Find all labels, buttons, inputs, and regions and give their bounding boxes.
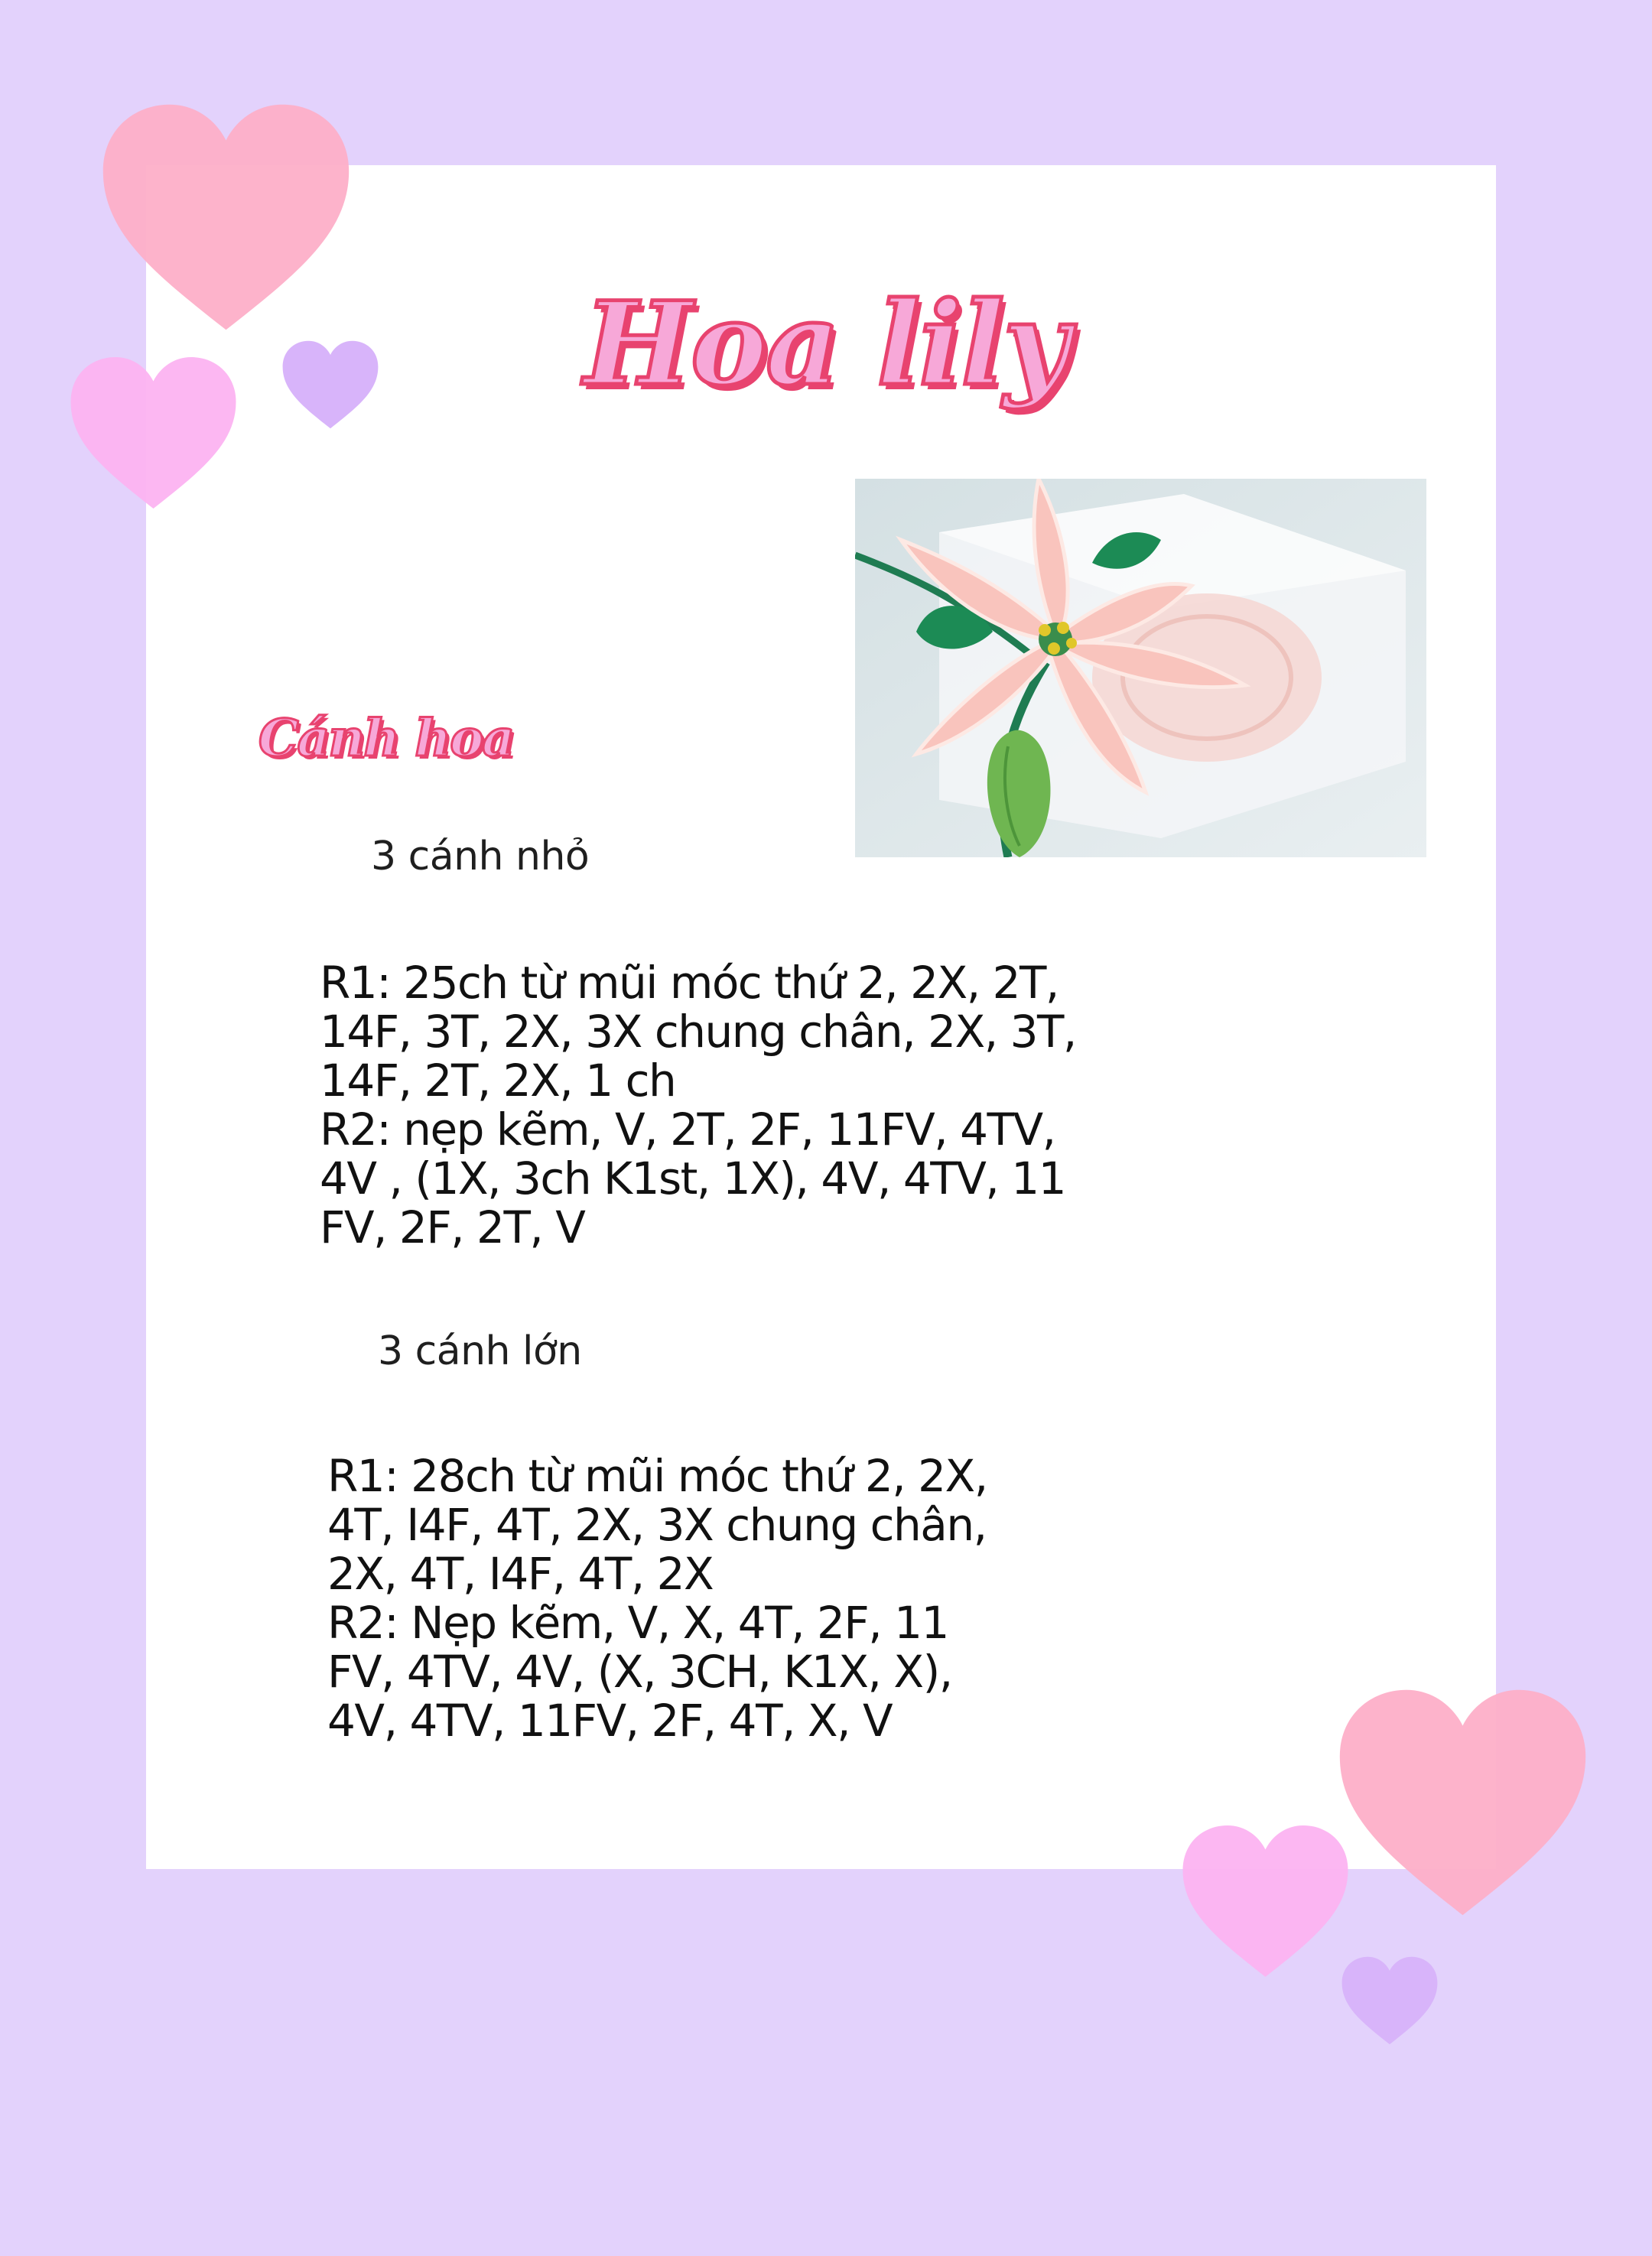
instruction-line: 14F, 2T, 2X, 1 ch xyxy=(320,1055,676,1107)
heart-icon xyxy=(1335,1685,1591,1920)
instruction-line: 14F, 3T, 2X, 3X chung chân, 2X, 3T, xyxy=(320,1006,1076,1058)
crocheted-pink-lily-image xyxy=(855,479,1426,857)
instruction-line: 4V, 4TV, 11FV, 2F, 4T, X, V xyxy=(327,1695,893,1747)
instruction-line: R2: Nẹp kẽm, V, X, 4T, 2F, 11 xyxy=(327,1597,948,1649)
heart-icon xyxy=(1179,1822,1351,1981)
instruction-line: 4T, I4F, 4T, 2X, 3X chung chân, xyxy=(327,1499,987,1551)
instruction-line: FV, 4TV, 4V, (X, 3CH, K1X, X), xyxy=(327,1646,952,1698)
small-petals-instructions xyxy=(320,958,1076,1252)
instruction-line: R2: nẹp kẽm, V, 2T, 2F, 11FV, 4TV, xyxy=(320,1104,1055,1156)
instruction-line: R1: 28ch từ mũi móc thứ 2, 2X, xyxy=(327,1450,987,1502)
large-petals-label: 3 cánh lớn xyxy=(378,1328,582,1374)
heart-icon xyxy=(1340,1955,1439,2046)
instruction-line: FV, 2F, 2T, V xyxy=(320,1201,585,1253)
instruction-line: 2X, 4T, I4F, 4T, 2X xyxy=(327,1548,714,1600)
page-title: Hoa lily xyxy=(584,277,1068,411)
large-petals-instructions xyxy=(327,1451,987,1745)
instruction-line: R1: 25ch từ mũi móc thứ 2, 2X, 2T, xyxy=(320,957,1059,1009)
small-petals-label: 3 cánh nhỏ xyxy=(371,834,590,879)
section-heading-petals: Cánh hoa xyxy=(259,708,514,768)
instruction-line: 4V , (1X, 3ch K1st, 1X), 4V, 4TV, 11 xyxy=(320,1152,1066,1204)
